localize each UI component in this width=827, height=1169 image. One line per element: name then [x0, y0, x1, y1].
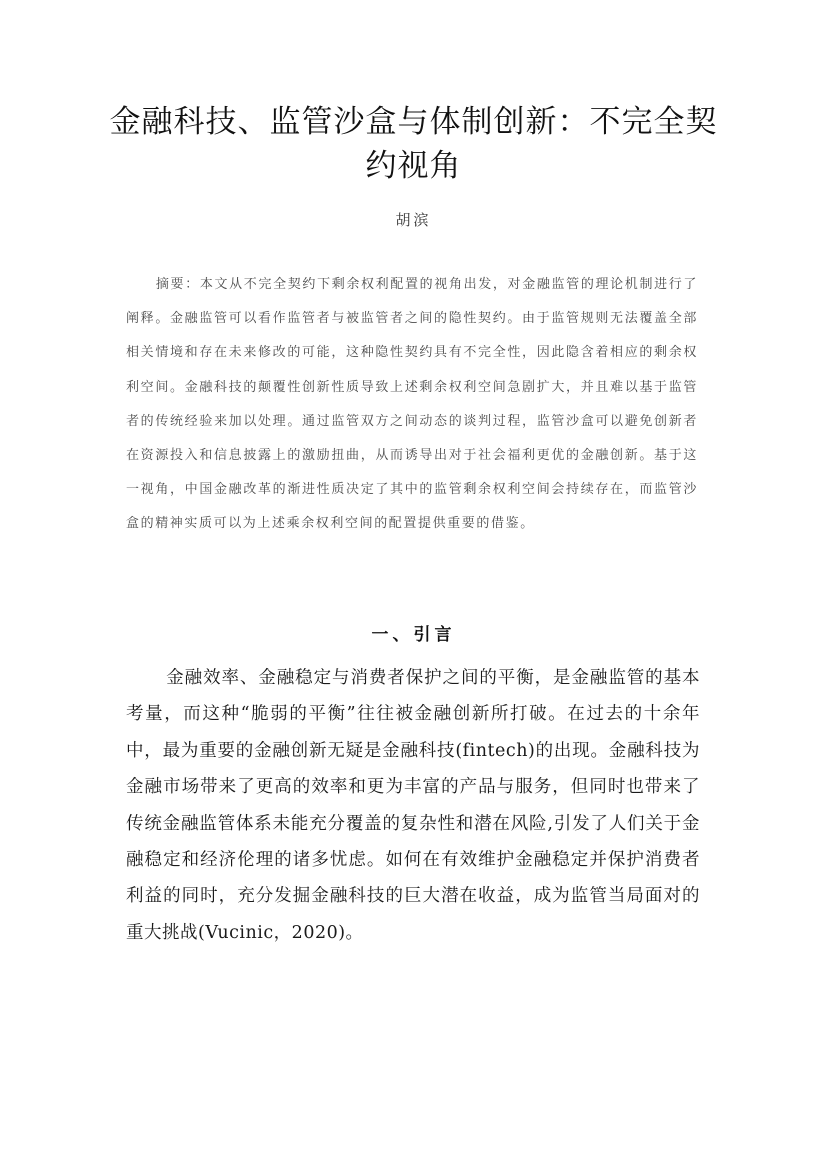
abstract-block — [126, 268, 698, 542]
section-heading: 一、引言 — [371, 625, 456, 645]
body-paragraph: 金融效率、金融稳定与消费者保护之间的平衡，是金融监管的基本考量，而这种“脆弱的平衡”往往被金融创新所打破。在过去的十余年中，最为重要的金融创新无疑是金融科技(fintech)的出现。金融科技为金融市场带来了更高的效率和更为丰富的产品与服务，但同时也带来了传统金融监管体系未能充分覆盖的复杂性和潜在风险,引发了人们关于金融稳定和经济伦理的诸多忧虑。如何在有效维护金融稳定并保护消费者利益的同时，充分发掘金融科技的巨大潜在收益，成为监管当局面对的重大挑战(Vucinic，2020)。 — [126, 668, 700, 943]
author-name: 胡滨 — [395, 211, 432, 229]
body-text — [126, 660, 700, 951]
abstract-text: 摘要：本文从不完全契约下剩余权利配置的视角出发，对金融监管的理论机制进行了阐释。金融监管可以看作监管者与被监管者之间的隐性契约。由于监管规则无法覆盖全部相关情境和存在未来修改的可能，这种隐性契约具有不完全性，因此隐含着相应的剩余权利空间。金融科技的颠覆性创新性质导致上述剩余权利空间急剧扩大，并且难以基于监管者的传统经验来加以处理。通过监管双方之间动态的谈判过程，监管沙盒可以避免创新者在资源投入和信息披露上的激励扭曲，从而诱导出对于社会福利更优的金融创新。基于这一视角，中国金融改革的渐进性质决定了其中的监管剩余权利空间会持续存在，而监管沙盒的精神实质可以为上述乘余权利空间的配置提供重要的借鉴。 — [126, 277, 698, 532]
paper-title: 金融科技、监管沙盒与体制创新：不完全契约视角 — [109, 104, 718, 184]
